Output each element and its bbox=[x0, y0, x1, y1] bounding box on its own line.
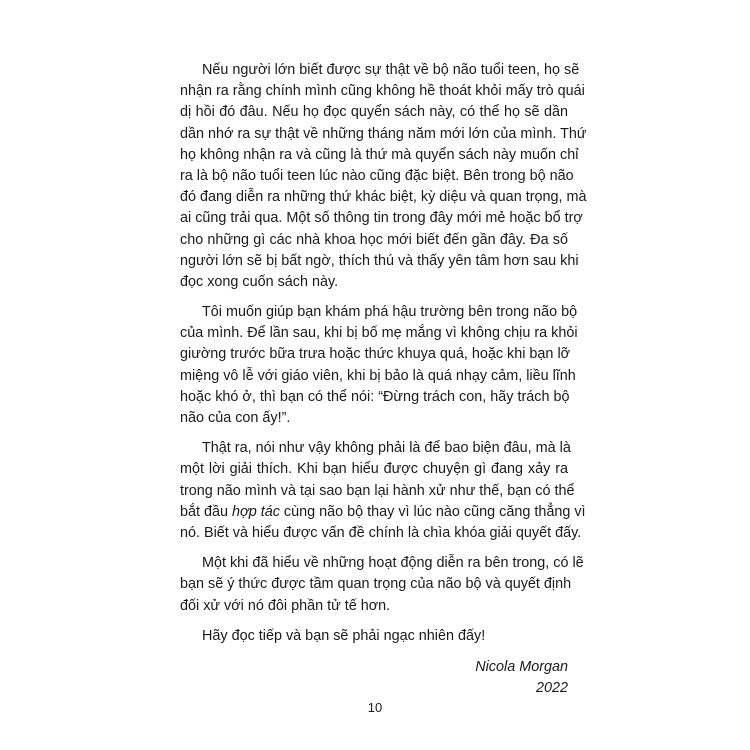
text-line: ai cũng trải qua. Một số thông tin trong đây mới mẻ hoặc bổ trợ bbox=[180, 210, 583, 227]
text-line: hoặc khó ở, thì bạn có thể nói: “Đừng trách con, hãy trách bộ bbox=[180, 388, 570, 405]
text-line: giường trước bữa trưa hoặc thức khuya quá, hoặc khi bạn lỡ bbox=[180, 346, 571, 363]
text-line: đọc xong cuốn sách này. bbox=[180, 273, 339, 290]
text-line: dần nhớ ra sự thật về những tháng năm mới lớn của mình. Thứ bbox=[180, 125, 587, 142]
text-line bbox=[180, 502, 586, 523]
text-line: họ không nhận ra và cũng là thứ mà quyển sách này muốn chỉ bbox=[180, 146, 579, 163]
text-line: Hãy đọc tiếp và bạn sẽ phải ngạc nhiên đấy! bbox=[202, 627, 486, 644]
text-line: đó đang diễn ra những thứ khác biệt, kỳ diệu và quan trọng, mà bbox=[180, 189, 587, 206]
signature bbox=[180, 657, 568, 700]
paragraph-5 bbox=[180, 626, 568, 647]
text-line: Nếu người lớn biết được sự thật về bộ não tuổi teen, họ sẽ bbox=[202, 62, 580, 78]
text-line: Thật ra, nói như vậy không phải là để bao biện đâu, mà là bbox=[202, 440, 571, 457]
text-line: nó. Biết và hiểu được vấn đề chính là chìa khóa giải quyết đấy. bbox=[180, 524, 582, 541]
author-name: Nicola Morgan bbox=[475, 658, 568, 675]
text-line: một lời giải thích. Khi bạn hiểu được chuyện gì đang xảy ra bbox=[180, 461, 568, 478]
text-line: não của con ấy!”. bbox=[180, 410, 291, 426]
text-line: ra là bộ não tuổi teen lúc nào cũng đặc biệt. Bên trong bộ não bbox=[180, 167, 574, 184]
paragraph-3 bbox=[180, 438, 586, 544]
page-number: 10 bbox=[367, 700, 383, 715]
page-body bbox=[180, 60, 587, 700]
text-line: người lớn sẽ bị bất ngờ, thích thú và thấy yên tâm hơn sau khi bbox=[180, 252, 579, 269]
text-line: bạn sẽ ý thức được tầm quan trọng của não bộ và quyết định bbox=[180, 576, 572, 593]
emphasis-text: hợp tác bbox=[232, 503, 280, 520]
text-line: Một khi đã hiểu về những hoạt động diễn ra bên trong, có lẽ bbox=[202, 555, 584, 572]
text-line: trong não mình và tại sao bạn lại hành xử như thế, bạn có thể bbox=[180, 482, 575, 499]
text-line: miệng vô lễ với giáo viên, khi bị bảo là quá nhạy cảm, liều lĩnh bbox=[180, 367, 576, 384]
paragraph-4 bbox=[180, 553, 584, 617]
signature-year: 2022 bbox=[535, 680, 568, 697]
text-line: đối xử với nó đôi phần tử tế hơn. bbox=[180, 597, 391, 614]
text-fragment: bắt đầu bbox=[180, 503, 233, 520]
text-fragment: cùng não bộ thay vì lúc nào cũng căng thẳng vì bbox=[279, 503, 586, 520]
text-line: Tôi muốn giúp bạn khám phá hậu trường bên trong não bộ bbox=[202, 304, 578, 321]
text-line: của mình. Để lần sau, khi bị bố mẹ mắng vì không chịu ra khỏi bbox=[180, 325, 578, 342]
paragraph-1 bbox=[180, 60, 587, 293]
text-line: dị hồi đó đâu. Nếu họ đọc quyển sách này, có thể họ sẽ dần bbox=[180, 104, 568, 121]
text-line: cho những gì các nhà khoa học mới biết đến gần đây. Đa số bbox=[180, 231, 568, 248]
text-line: nhận ra rằng chính mình cũng không hề thoát khỏi mấy trò quái bbox=[180, 83, 585, 100]
paragraph-2 bbox=[180, 302, 578, 429]
